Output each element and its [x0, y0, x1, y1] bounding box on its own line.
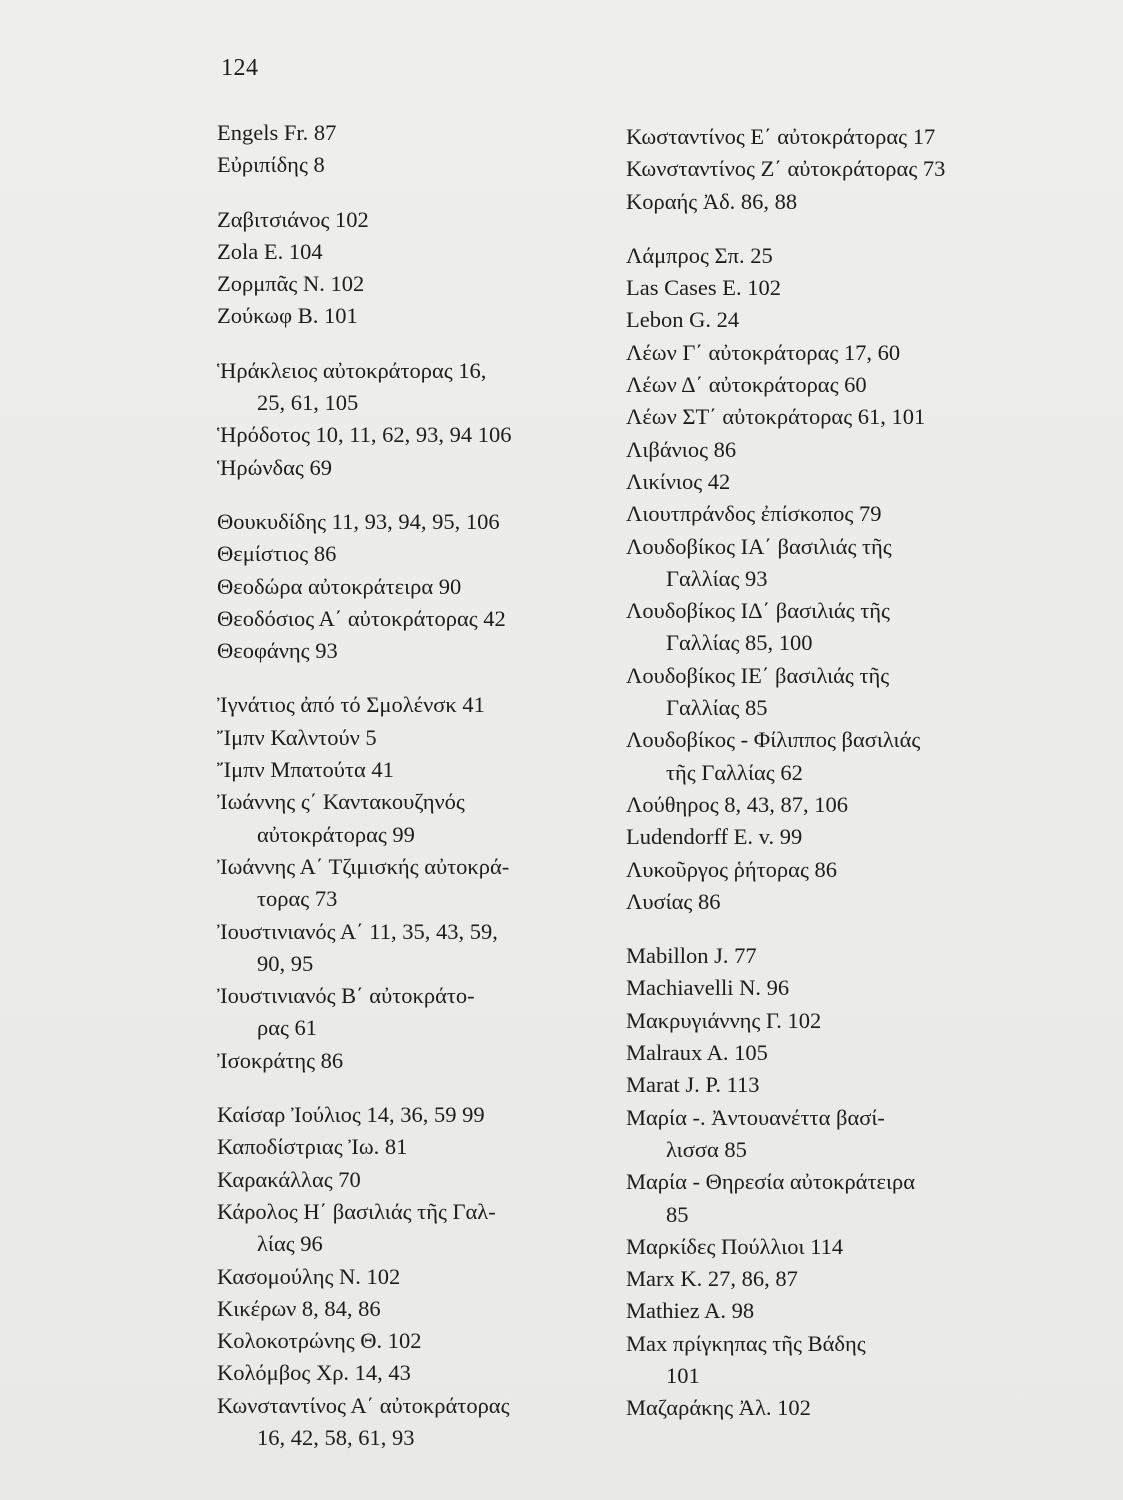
index-entry-text: Zola E. 104 [217, 238, 323, 264]
section-gap [217, 1077, 617, 1099]
index-entry [626, 1263, 1066, 1295]
index-entry [217, 786, 617, 851]
index-entry-text: Θεμίστιος 86 [217, 541, 337, 567]
index-entry [217, 754, 617, 786]
index-entry-text: Malraux A. 105 [626, 1040, 768, 1066]
index-entry-text: Καίσαρ Ἰούλιος 14, 36, 59 99 [217, 1102, 485, 1128]
index-entry [626, 369, 1066, 401]
index-entry [217, 419, 617, 451]
index-entry-text: Καρακάλλας 70 [217, 1166, 361, 1192]
index-entry-text: Ζαβιτσιάνος 102 [217, 206, 369, 232]
index-entry [217, 236, 617, 268]
index-entry [217, 635, 617, 667]
index-entry-text: Marx K. 27, 86, 87 [626, 1266, 798, 1292]
index-entry [217, 1099, 617, 1131]
index-entry [217, 722, 617, 754]
index-column-left [217, 117, 617, 1454]
index-entry [217, 1164, 617, 1196]
index-entry-text: Κωνσταντίνος Α΄ αὐτοκράτορας [217, 1392, 510, 1418]
index-entry-text: Λιβάνιος 86 [626, 436, 737, 462]
section-gap [217, 333, 617, 355]
index-entry-text: Εὐριπίδης 8 [217, 152, 325, 178]
index-entry-text: Ἰωάννης Α΄ Τζιμισκής αὐτοκρά- [217, 853, 510, 879]
index-entry-continuation: λισσα 85 [666, 1136, 747, 1162]
index-entry [626, 854, 1066, 886]
index-entry-text: Ἴμπν Καλντούν 5 [217, 724, 377, 750]
index-entry-text: Mabillon J. 77 [626, 943, 757, 969]
index-entry-text: Ἰσοκράτης 86 [217, 1047, 344, 1073]
index-entry [626, 272, 1066, 304]
index-entry-text: Ἰουστινιανός Α΄ 11, 35, 43, 59, [217, 918, 498, 944]
index-entry-text: Ζορμπᾶς Ν. 102 [217, 271, 365, 297]
index-entry-text: Κικέρων 8, 84, 86 [217, 1295, 381, 1321]
index-entry-text: Ἡρώνδας 69 [217, 454, 332, 480]
index-entry [626, 531, 1066, 596]
index-entry [217, 149, 617, 181]
index-entry-text: Λουδοβίκος - Φίλιππος βασιλιάς [626, 727, 921, 753]
index-entry-text: Ζούκωφ Β. 101 [217, 303, 358, 329]
index-entry [217, 603, 617, 635]
index-entry [217, 538, 617, 570]
index-entry-continuation: 101 [666, 1362, 700, 1388]
index-entry [217, 1196, 617, 1261]
index-entry-text: Ἰωάννης ς΄ Καντακουζηνός [217, 789, 465, 815]
index-entry [217, 851, 617, 916]
index-entry-text: Μαρία -. Ἀντουανέττα βασί- [626, 1104, 885, 1130]
index-entry-text: Μαζαράκης Ἀλ. 102 [626, 1395, 811, 1421]
section-gap [217, 484, 617, 506]
index-entry-text: Λυκοῦργος ῥήτορας 86 [626, 856, 837, 882]
index-entry-text: Θεοδόσιος Α΄ αὐτοκράτορας 42 [217, 605, 506, 631]
index-entry-text: Λιουτπράνδος ἐπίσκοπος 79 [626, 501, 882, 527]
index-entry-text: Λέων Δ΄ αὐτοκράτορας 60 [626, 372, 867, 398]
index-entry [626, 595, 1066, 660]
index-entry [626, 940, 1066, 972]
index-entry-text: Ἡράκλειος αὐτοκράτορας 16, [217, 357, 487, 383]
index-entry-continuation: τῆς Γαλλίας 62 [666, 759, 803, 785]
index-entry [217, 300, 617, 332]
section-gap [626, 218, 1066, 240]
index-entry-text: Λέων ΣΤ΄ αὐτοκράτορας 61, 101 [626, 404, 926, 430]
index-entry-continuation: τορας 73 [257, 886, 338, 912]
index-entry [217, 1357, 617, 1389]
index-entry [217, 506, 617, 538]
index-column-right [626, 121, 1066, 1425]
index-entry-text: Λικίνιος 42 [626, 468, 731, 494]
index-entry-text: Ἰουστινιανός Β΄ αὐτοκράτο- [217, 983, 475, 1009]
index-entry-text: Ἡρόδοτος 10, 11, 62, 93, 94 106 [217, 422, 512, 448]
index-entry [626, 1328, 1066, 1393]
index-entry-continuation: Γαλλίας 85, 100 [666, 630, 813, 656]
index-entry-text: Λουδοβίκος ΙΔ΄ βασιλιάς τῆς [626, 598, 890, 624]
index-entry-continuation: 90, 95 [257, 950, 314, 976]
index-entry-continuation: ρας 61 [257, 1015, 318, 1041]
index-entry-text: Marat J. P. 113 [626, 1072, 760, 1098]
index-entry [217, 1293, 617, 1325]
index-entry [626, 434, 1066, 466]
index-entry [626, 1069, 1066, 1101]
index-entry-text: Καποδίστριας Ἰω. 81 [217, 1134, 408, 1160]
section-gap [626, 918, 1066, 940]
index-entry-text: Machiavelli N. 96 [626, 975, 790, 1001]
index-entry-text: Μαρκίδες Πούλλιοι 114 [626, 1233, 844, 1259]
index-entry [626, 121, 1066, 153]
index-entry-text: Max πρίγκηπας τῆς Βάδης [626, 1330, 866, 1356]
index-entry [217, 689, 617, 721]
index-entry [626, 466, 1066, 498]
index-entry [626, 401, 1066, 433]
index-entry [626, 1231, 1066, 1263]
index-entry [217, 1261, 617, 1293]
index-entry [217, 980, 617, 1045]
index-entry [626, 1005, 1066, 1037]
index-entry [626, 240, 1066, 272]
index-entry-continuation: αὐτοκράτορας 99 [257, 821, 415, 847]
index-entry-continuation: 16, 42, 58, 61, 93 [257, 1424, 415, 1450]
index-entry-text: Κωνσταντίνος Ζ΄ αὐτοκράτορας 73 [626, 156, 946, 182]
index-entry [626, 186, 1066, 218]
index-entry-text: Ἴμπν Μπατούτα 41 [217, 757, 394, 783]
section-gap [217, 667, 617, 689]
index-entry [626, 153, 1066, 185]
index-entry-continuation: λίας 96 [257, 1231, 323, 1257]
index-entry-text: Ἰγνάτιος ἀπό τό Σμολένσκ 41 [217, 692, 485, 718]
index-entry [626, 337, 1066, 369]
index-entry [626, 660, 1066, 725]
index-entry-text: Λούθηρος 8, 43, 87, 106 [626, 791, 849, 817]
index-entry [626, 1295, 1066, 1327]
index-entry [217, 1045, 617, 1077]
index-entry [626, 1037, 1066, 1069]
page-number: 124 [221, 55, 259, 81]
index-entry [217, 204, 617, 236]
index-entry [217, 1390, 617, 1455]
index-entry-text: Θεοφάνης 93 [217, 638, 338, 664]
index-entry-text: Mathiez A. 98 [626, 1298, 755, 1324]
index-entry [626, 498, 1066, 530]
index-entry [626, 304, 1066, 336]
index-entry-continuation: Γαλλίας 93 [666, 565, 768, 591]
index-entry-text: Θεοδώρα αὐτοκράτειρα 90 [217, 573, 462, 599]
index-entry-text: Μαρία - Θηρεσία αὐτοκράτειρα [626, 1169, 916, 1195]
index-entry [217, 355, 617, 420]
index-entry-text: Κασομούλης Ν. 102 [217, 1263, 401, 1289]
index-entry-text: Κολοκοτρώνης Θ. 102 [217, 1328, 422, 1354]
index-entry [626, 886, 1066, 918]
section-gap [217, 182, 617, 204]
index-entry [626, 1102, 1066, 1167]
index-entry-text: Κάρολος Η΄ βασιλιάς τῆς Γαλ- [217, 1198, 496, 1224]
index-entry-text: Las Cases E. 102 [626, 275, 781, 301]
index-entry-text: Λουδοβίκος ΙΕ΄ βασιλιάς τῆς [626, 662, 890, 688]
index-entry-text: Λέων Γ΄ αὐτοκράτορας 17, 60 [626, 339, 901, 365]
index-entry [626, 789, 1066, 821]
index-entry-text: Κωσταντίνος Ε΄ αὐτοκράτορας 17 [626, 124, 936, 149]
index-entry-continuation: 85 [666, 1201, 689, 1227]
index-entry-text: Λουδοβίκος ΙΑ΄ βασιλιάς τῆς [626, 533, 892, 559]
index-entry-text: Κοραής Ἀδ. 86, 88 [626, 188, 798, 214]
index-entry [217, 1131, 617, 1163]
index-entry [626, 821, 1066, 853]
index-entry [217, 452, 617, 484]
index-entry-text: Lebon G. 24 [626, 307, 740, 333]
index-entry-text: Λυσίας 86 [626, 888, 721, 914]
index-entry-text: Μακρυγιάννης Γ. 102 [626, 1007, 822, 1033]
index-entry [626, 1166, 1066, 1231]
index-entry-text: Θουκυδίδης 11, 93, 94, 95, 106 [217, 508, 500, 534]
index-entry-text: Κολόμβος Χρ. 14, 43 [217, 1360, 411, 1386]
index-entry-text: Engels Fr. 87 [217, 120, 337, 145]
index-entry [626, 724, 1066, 789]
index-entry [217, 117, 617, 149]
index-entry [626, 1392, 1066, 1424]
index-entry [217, 916, 617, 981]
index-entry [217, 1325, 617, 1357]
index-entry [217, 571, 617, 603]
index-entry [626, 972, 1066, 1004]
index-entry-text: Λάμπρος Σπ. 25 [626, 242, 773, 268]
index-entry [217, 268, 617, 300]
index-entry-continuation: 25, 61, 105 [257, 390, 359, 416]
index-entry-text: Ludendorff E. v. 99 [626, 824, 803, 850]
index-entry-continuation: Γαλλίας 85 [666, 695, 768, 721]
